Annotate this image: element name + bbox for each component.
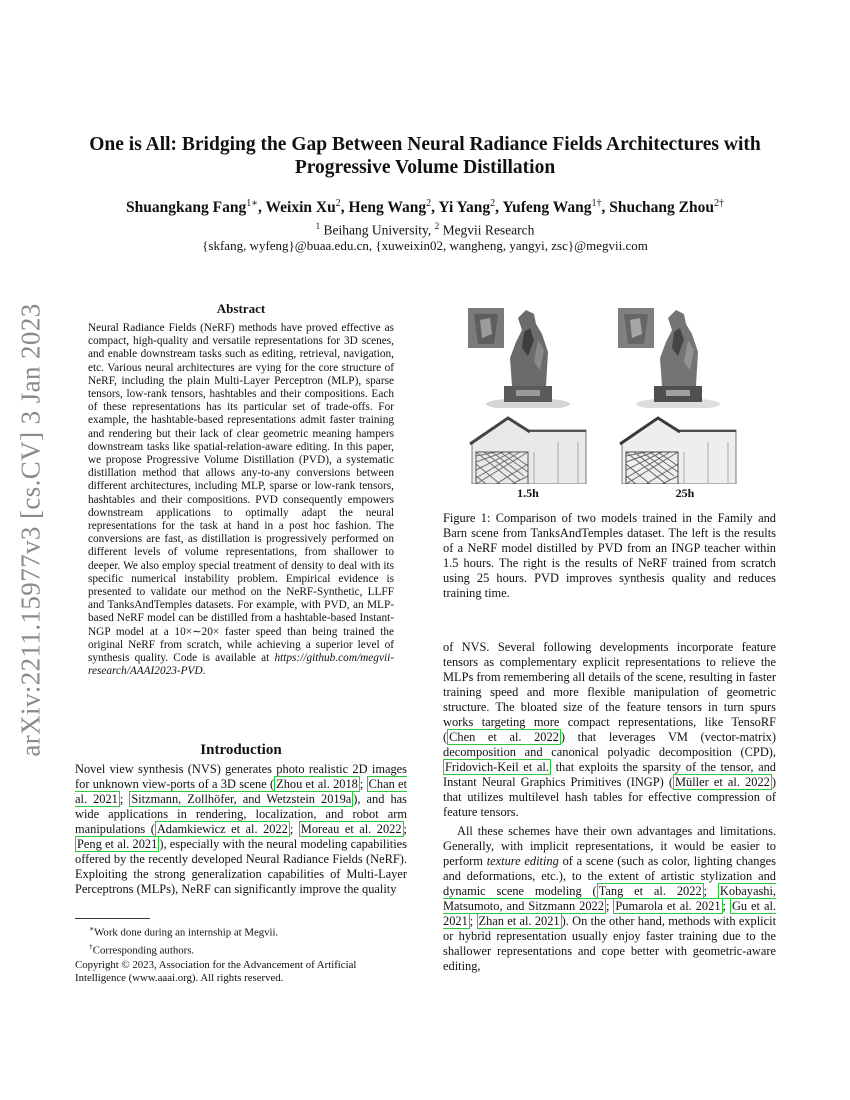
figure-1 xyxy=(468,300,738,500)
citation-link[interactable]: Peng et al. 2021 xyxy=(77,837,158,851)
footnotes xyxy=(75,922,407,985)
arxiv-identifier-text: arXiv:2211.15977v3 [cs.CV] 3 Jan 2023 xyxy=(15,303,46,757)
figure-label-left: 1.5h xyxy=(517,486,539,500)
citation-link[interactable]: Zhan et al. 2021 xyxy=(478,914,560,928)
abstract-body: Neural Radiance Fields (NeRF) methods have proved effective as compact, high-quality and versatile representations for 3D scenes, and enable downstream tasks such as editing, retrieval, navigation, etc. Various neural architectures are vying for the core structure of NeRF, including the plain Multi-Layer Perceptron (MLP), sparse tensors, low-rank tensors, hashtables and their compositions. Each of these representations has its particular set of trade-offs. For example, the hashtable-based representations admit faster training and rendering but their lack of clear geometric meaning hampers downstream tasks like spatial-relation-aware editing. In this paper, we propose Progressive Volume Distillation (PVD), a systematic distillation method that allows any-to-any conversions between different architectures, including MLP, sparse or low-rank tensors, hashtables and their compositions. PVD consequently empowers downstream applications to optimally adapt the neural representations for the task at hand in a post hoc fashion. The conversions are fast, as distillation is progressively performed on different levels of volume representations, from shallower to deeper. We also employ special treatment of density to deal with its specific numerical instability problem. Empirical evidence is presented to validate our method on the NeRF-Synthetic, LLFF and TanksAndTemples datasets. For example, with PVD, an MLP-based NeRF model can be distilled from a hashtable-based Instant-NGP model at a 10×∼20× faster speed than being trained the original NeRF from scratch, while achieving a superior level of synthesis quality. Code is available at https://github.com/megvii-research/AAAI2023-PVD. xyxy=(88,322,394,678)
copyright-notice: Copyright © 2023, Association for the Advancement of Artificial Intelligence (www.aaai.org). All rights reserved. xyxy=(75,959,357,985)
author: Shuchang Zhou$^{2\dagger}$ xyxy=(609,198,724,217)
author: Shuangkang Fang$^{1∗}$ xyxy=(126,198,259,217)
author: Yi Yang$^2$ xyxy=(438,198,496,217)
author: Weixin Xu$^2$ xyxy=(265,198,341,217)
citation-link[interactable]: Pumarola et al. 2021 xyxy=(615,899,721,913)
barn-render-left-image xyxy=(468,412,588,484)
citation-link[interactable]: Chen et al. 2022 xyxy=(449,730,559,744)
citation-link[interactable]: Tang et al. 2022 xyxy=(598,884,702,898)
citation-link[interactable]: Adamkiewicz et al. 2022 xyxy=(156,822,288,836)
figure-label-right: 25h xyxy=(675,486,695,500)
author: Yufeng Wang$^{1\dagger}$ xyxy=(502,198,602,217)
statue-render-left-image xyxy=(468,300,588,408)
author-emails: {skfang, wyfeng}@buaa.edu.cn, {xuweixin02, wangheng, yangyi, zsc}@megvii.com xyxy=(202,238,648,253)
body-paragraph: All these schemes have their own advantages and limitations. Generally, with implicit representations, it would be easier to perform texture editing of a scene (such as color, lighting changes and deformations, etc.), to the extent of artistic stylization and dynamic scene modeling ( Tang et al. 2022 ; Kobayashi, Matsumoto, and Sitzmann 2022 ; Pumarola et al. 2021 ; Gu et al. 2021 ; Zhan et al. 2021 ). On the other hand, methods with explicit or hybrid representation usually enjoy faster training due to the shallower representations and cope better with geometric-aware editing, xyxy=(443,824,777,973)
statue-render-right-image xyxy=(618,300,738,408)
abstract-heading: Abstract xyxy=(216,301,266,316)
citation-link[interactable]: Zhou et al. 2018 xyxy=(276,777,358,791)
barn-render-right-image xyxy=(618,412,738,484)
introduction-heading: Introduction xyxy=(200,742,282,758)
citation-link[interactable]: Kobayashi, Matsumoto, and Sitzmann 2022 xyxy=(443,884,777,913)
body-paragraph: of NVS. Several following developments incorporate feature tensors as complementary explicit representations to relieve the MLPs from remembering all details of the scene, resulting in faster training speed and more flexible manipulation of geometric structure. The bloated size of the feature tensors in turn spurs works targeting more compact representations, like TensoRF ( Chen et al. 2022 ) that leverages VM (vector-matrix) decomposition and canonical polyadic decomposition (CPD), Fridovich-Keil et al. that exploits the sparsity of the tensor, and Instant Neural Graphics Primitives (INGP) ( Müller et al. 2022 ) that utilizes multilevel hash tables for effective compression of feature tensors. xyxy=(443,640,777,819)
author-list: Shuangkang Fang$^{1∗}$, Weixin Xu$^2$, Heng Wang$^2$, Yi Yang$^2$, Yufeng Wang$^{1\dagger}$, Shuchang Zhou$^{2\dagger}$ xyxy=(126,198,724,217)
title-line-1: One is All: Bridging the Gap Between Neural Radiance Fields Architectures with xyxy=(89,134,761,155)
citation-link[interactable]: Müller et al. 2022 xyxy=(675,775,770,789)
paper-title xyxy=(60,133,790,179)
citation-link[interactable]: Fridovich-Keil et al. xyxy=(445,760,549,774)
citation-link[interactable]: Sitzmann, Zollhöfer, and Wetzstein 2019a xyxy=(131,792,352,806)
right-column-body xyxy=(443,640,776,974)
footnote-corresponding: †Corresponding authors. xyxy=(89,941,195,957)
citation-link[interactable]: Moreau et al. 2022 xyxy=(300,822,402,836)
footnote-divider xyxy=(75,918,150,919)
citation-link[interactable]: Gu et al. 2021 xyxy=(443,899,776,928)
citation-link[interactable]: Chan et al. 2021 xyxy=(75,777,408,806)
arxiv-identifier xyxy=(6,300,56,760)
figure-caption: Figure 1: Comparison of two models trained in the Family and Barn scene from TanksAndTemples dataset. The left is the results of a NeRF model distilled by PVD from an INGP teacher within 1.5 hours. The right is the results of NeRF trained from scratch using 25 hours. PVD improves synthesis quality and reduces training time. xyxy=(443,511,776,600)
introduction-paragraph: Novel view synthesis (NVS) generates photo realistic 2D images for unknown view-ports of a 3D scene ( Zhou et al. 2018 ; Chan et al. 2021 ; Sitzmann, Zollhöfer, and Wetzstein 2019a ), and has wide applications in rendering, localization, and robot arm manipulations ( Adamkiewicz et al. 2022 ; Moreau et al. 2022 ; Peng et al. 2021 ), especially with the neural modeling capabilities offered by the recently developed Neural Radiance Fields (NeRF). Exploiting the strong generalization capabilities of Multi-Layer Perceptrons (MLPs), NeRF can significantly improve the quality xyxy=(75,762,408,896)
footnote-internship: ∗Work done during an internship at Megvii. xyxy=(89,924,279,939)
affiliations: $^1$ Beihang University, $^2$ Megvii Research xyxy=(315,221,535,238)
title-line-2: Progressive Volume Distillation xyxy=(294,157,556,178)
author: Heng Wang$^2$ xyxy=(348,198,432,217)
code-link[interactable]: https://github.com/megvii-research/AAAI2023-PVD xyxy=(88,652,394,678)
